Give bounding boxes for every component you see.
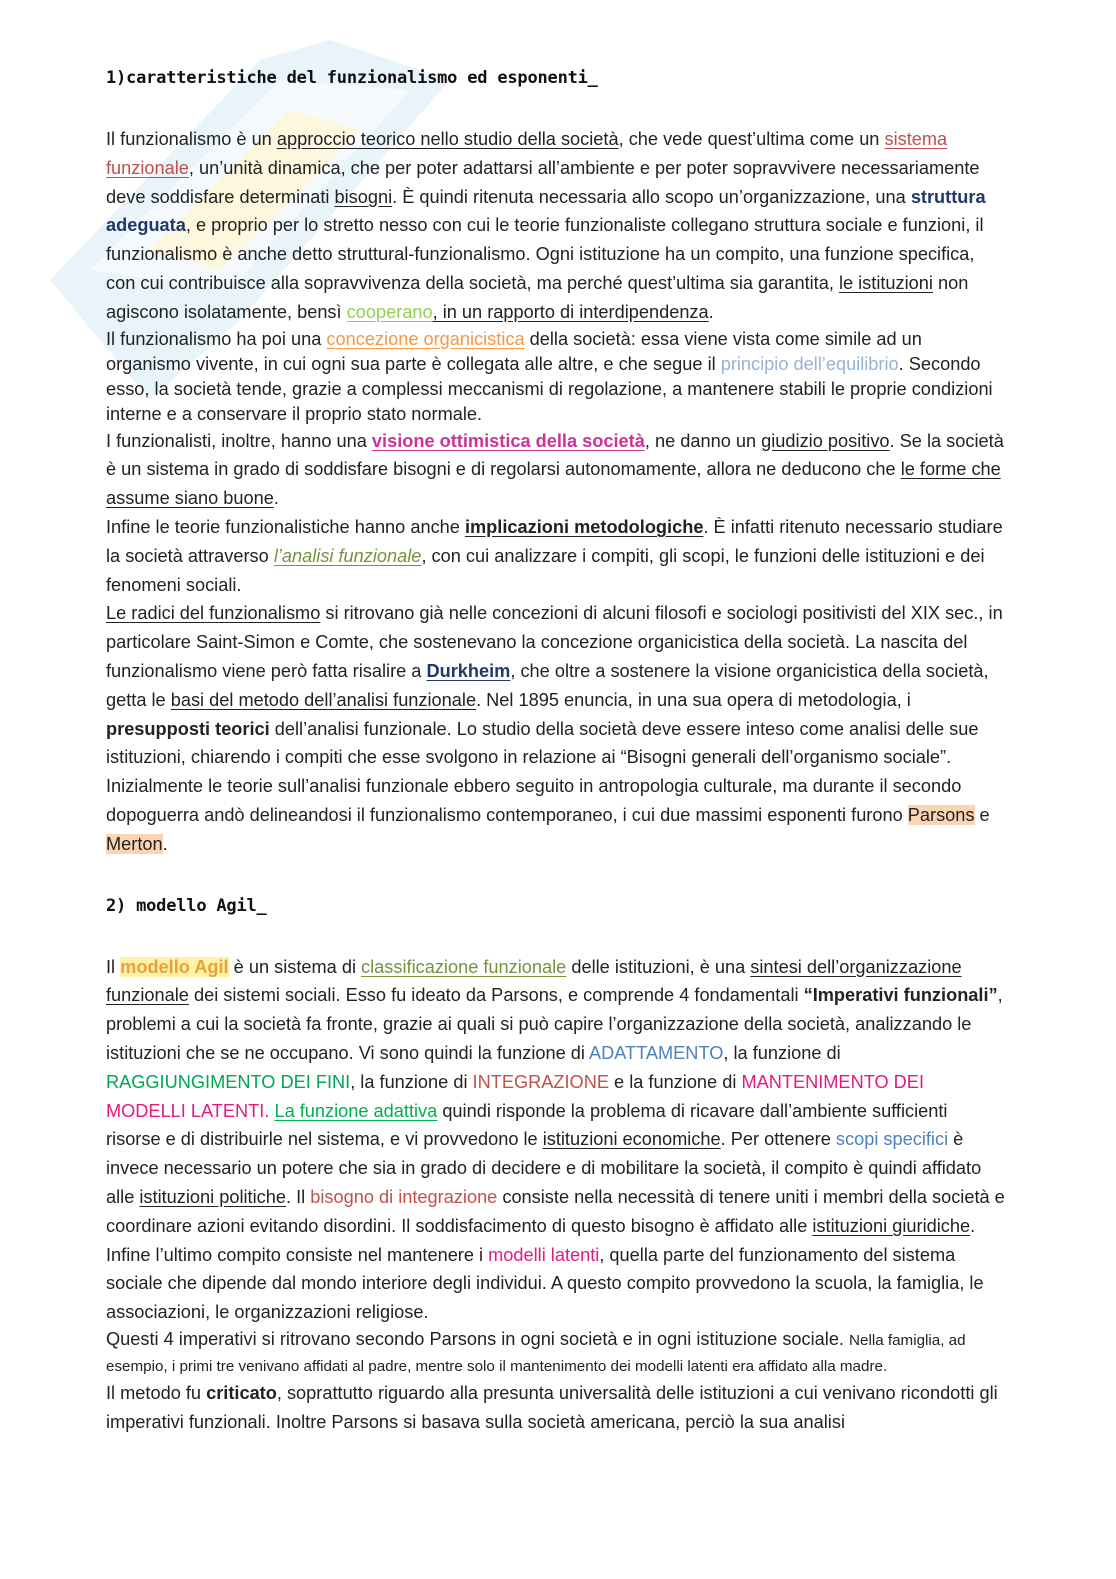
s2-paragraph-3: Il metodo fu criticato, soprattutto riguardo alla presunta universalità delle istituzioni a cui venivano ricondotti gli imperativi funzionali. Inoltre Parsons si basava sulla società americana, perciò la sua analisi <box>106 1382 998 1432</box>
s1-paragraph-5: Le radici del funzionalismo si ritrovano già nelle concezioni di alcuni filosofi e sociologi positivisti del XIX sec., in particolare Saint-Simon e Comte, che sostenevano la concezione organicistica della società. La nascita del funzionalismo viene però fatta risalire a Durkheim, che oltre a sostenere la visione organicistica della società, getta le basi del metodo dell’analisi funzionale. Nel 1895 enuncia, in una sua opera di metodologia, i presupposti teorici dell’analisi funzionale. Lo studio della società deve essere inteso come analisi delle sue istituzioni, chiarendo i compiti che esse svolgono in relazione ai “Bisogni generali dell’organismo sociale”. Inizialmente le teorie sull’analisi funzionale ebbero seguito in antropologia culturale, ma durante il secondo dopoguerra andò delineandosi il funzionalismo contemporaneo, i cui due massimi esponenti furono Parsons e Merton. <box>106 603 1003 854</box>
section-2-heading: 2) modello Agil_ <box>106 895 267 916</box>
section-1-heading: 1)caratteristiche del funzionalismo ed esponenti_ <box>106 68 598 88</box>
document-page <box>106 64 1006 1436</box>
s2-paragraph-2: Questi 4 imperativi si ritrovano secondo Parsons in ogni società e in ogni istituzione sociale. Nella famiglia, ad esempio, i primi tre venivano affidati al padre, mentre solo il mantenimento dei modelli latenti era affidato alla madre. <box>106 1328 966 1375</box>
s2-paragraph-1: Il modello Agil è un sistema di classificazione funzionale delle istituzioni, è una sintesi dell’organizzazione funzionale dei sistemi sociali. Esso fu ideato da Parsons, e comprende 4 fondamentali “Imperativi funzionali”, problemi a cui la società fa fronte, grazie ai quali si può capire l’organizzazione della società, analizzando le istituzioni che se ne occupano. Vi sono quindi la funzione di ADATTAMENTO, la funzione di RAGGIUNGIMENTO DEI FINI, la funzione di INTEGRAZIONE e la funzione di MANTENIMENTO DEI MODELLI LATENTI. La funzione adattiva quindi risponde la problema di ricavare dall’ambiente sufficienti risorse e di distribuirle nel sistema, e vi provvedono le istituzioni economiche. Per ottenere scopi specifici è invece necessario un potere che sia in grado di decidere e di mobilitare la società, il compito è quindi affidato alle istituzioni politiche. Il bisogno di integrazione consiste nella necessità di tenere uniti i membri della società e coordinare azioni evitando disordini. Il soddisfacimento di questo bisogno è affidato alle istituzioni giuridiche. Infine l’ultimo compito consiste nel mantenere i modelli latenti, quella parte del funzionamento del sistema sociale che dipende dal mondo interiore degli individui. A questo compito provvedono la scuola, la famiglia, le associazioni, le organizzazioni religiose. <box>106 956 1005 1323</box>
s1-paragraph-1: Il funzionalismo è un approccio teorico nello studio della società, che vede quest’ultima come un sistema funzionale, un’unità dinamica, che per poter adattarsi all’ambiente e per poter sopravvivere necessariamente deve soddisfare determinati bisogni. È quindi ritenuta necessaria allo scopo un’organizzazione, una struttura adeguata, e proprio per lo stretto nesso con cui le teorie funzionaliste collegano struttura sociale e funzioni, il funzionalismo è anche detto struttural-funzionalismo. Ogni istituzione ha un compito, una funzione specifica, con cui contribuisce alla sopravvivenza della società, ma perché quest’ultima sia garantita, le istituzioni non agiscono isolatamente, bensì cooperano, in un rapporto di interdipendenza. <box>106 129 986 322</box>
s1-paragraph-2: Il funzionalismo ha poi una concezione organicistica della società: essa viene vista come simile ad un organismo vivente, in cui ogni sua parte è collegata alle altre, e che segue il principio dell’equilibrio. Secondo esso, la società tende, grazie a complessi meccanismi di regolazione, a mantenere stabili le proprie condizioni interne e a conservare il proprio stato normale. <box>106 328 993 424</box>
s1-paragraph-3: I funzionalisti, inoltre, hanno una visione ottimistica della società, ne danno un giudizio positivo. Se la società è un sistema in grado di soddisfare bisogni e di regolarsi autonomamente, allora ne deducono che le forme che assume siano buone. <box>106 430 1004 509</box>
s1-paragraph-4: Infine le teorie funzionalistiche hanno anche implicazioni metodologiche. È infatti ritenuto necessario studiare la società attraverso l’analisi funzionale, con cui analizzare i compiti, gli scopi, le funzioni delle istituzioni e dei fenomeni sociali. <box>106 516 1003 595</box>
